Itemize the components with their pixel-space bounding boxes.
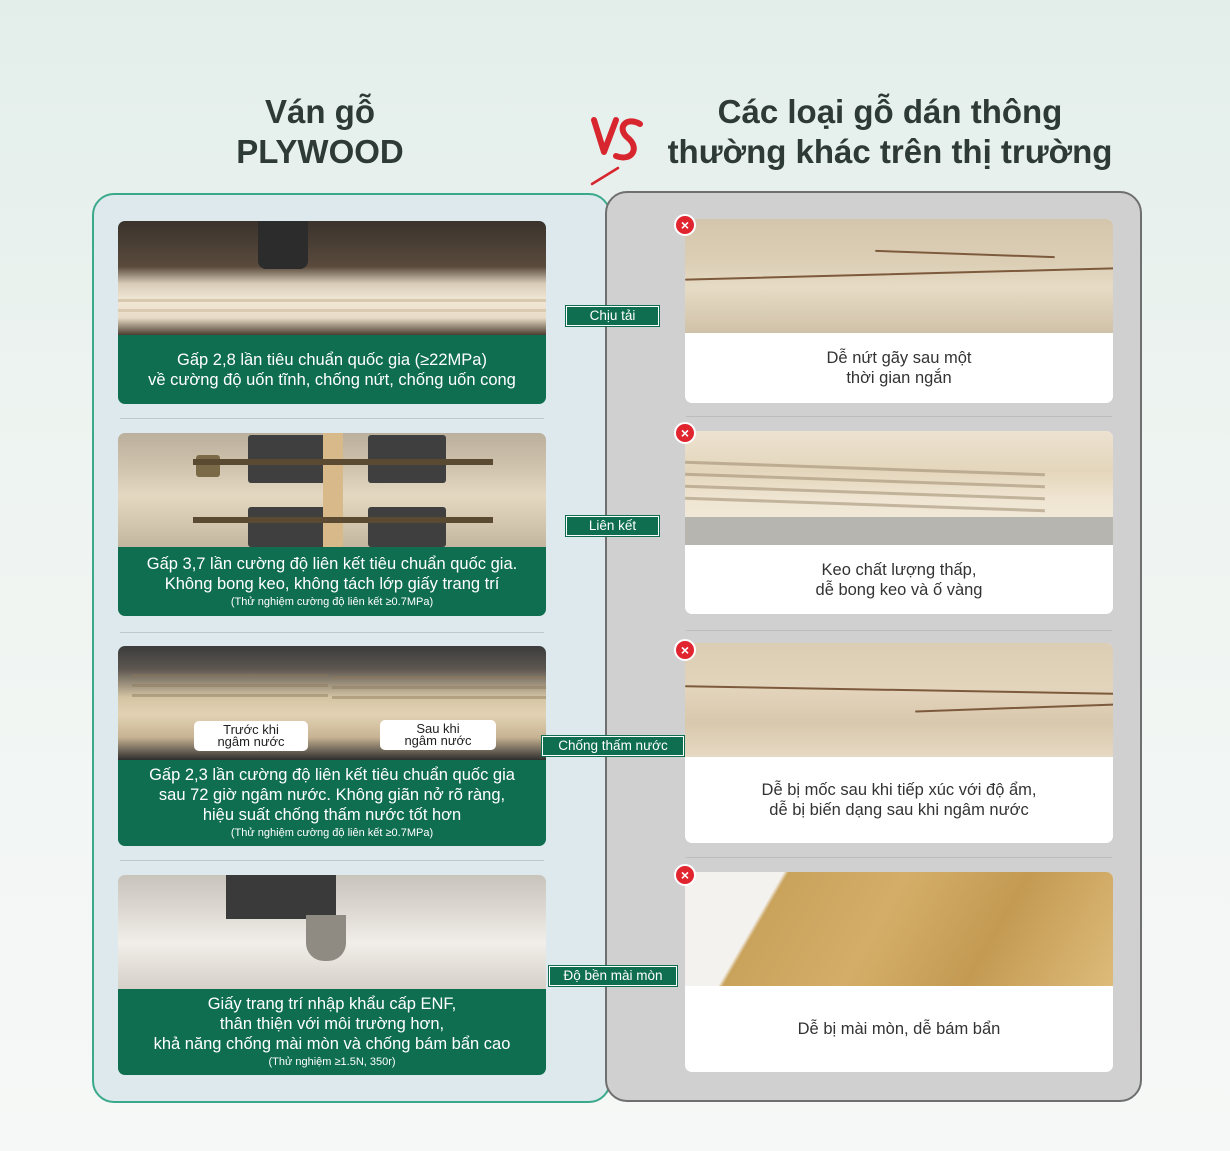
cross-icon: × xyxy=(674,864,696,886)
abrasion-test-image xyxy=(118,875,546,989)
other-card-load xyxy=(685,219,1113,403)
other-bond-line1: Keo chất lượng thấp, xyxy=(821,560,977,579)
plywood-wear-line2: thân thiện với môi trường hơn, xyxy=(219,1015,445,1033)
plywood-title xyxy=(180,92,460,172)
others-title-line2: thường khác trên thị trường xyxy=(667,133,1113,170)
cross-icon: × xyxy=(674,422,696,444)
category-water: Chống thấm nước xyxy=(542,736,684,756)
worn-wood-image xyxy=(685,872,1113,986)
plywood-bond-line2: Không bong keo, không tách lớp giấy trang trí xyxy=(164,574,500,593)
other-card-water xyxy=(685,643,1113,843)
plywood-water-line1: Gấp 2,3 lần cường độ liên kết tiêu chuẩn quốc gia xyxy=(149,766,515,784)
plywood-wear-note: (Thử nghiệm ≥1.5N, 350r) xyxy=(268,1056,396,1068)
plywood-card-load xyxy=(118,221,546,404)
plywood-load-line2: về cường độ uốn tĩnh, chống nứt, chống uốn cong xyxy=(148,370,516,389)
others-title xyxy=(660,92,1120,172)
before-soak-tag xyxy=(194,721,308,751)
plywood-card-bond xyxy=(118,433,546,616)
plywood-card-wear xyxy=(118,875,546,1075)
other-water-line1: Dễ bị mốc sau khi tiếp xúc với độ ẩm, xyxy=(761,781,1037,799)
other-load-line1: Dễ nứt gãy sau một xyxy=(826,349,972,367)
other-water-line2: dễ bị biến dạng sau khi ngâm nước xyxy=(769,801,1029,819)
other-card-bond xyxy=(685,431,1113,614)
cross-icon: × xyxy=(674,214,696,236)
divider xyxy=(120,632,544,633)
divider xyxy=(120,860,544,861)
category-wear: Độ bền mài mòn xyxy=(549,966,677,986)
plywood-water-line2: sau 72 giờ ngâm nước. Không giãn nở rõ ràng, xyxy=(158,786,506,804)
plywood-water-note: (Thử nghiệm cường độ liên kết ≥0.7MPa) xyxy=(230,827,434,839)
plywood-bond-line1: Gấp 3,7 lần cường độ liên kết tiêu chuẩn quốc gia. xyxy=(146,554,518,573)
after-soak-line2: ngâm nước xyxy=(404,733,472,748)
after-soak-tag xyxy=(380,720,496,750)
bond-test-image xyxy=(118,433,546,547)
moldy-wood-image xyxy=(685,643,1113,757)
divider xyxy=(686,630,1112,631)
bending-test-image xyxy=(118,221,546,335)
plywood-wear-line3: khả năng chống mài mòn và chống bám bẩn cao xyxy=(153,1035,511,1053)
other-load-line2: thời gian ngắn xyxy=(846,369,952,387)
delaminated-wood-image xyxy=(685,431,1113,545)
before-soak-line1: Trước khi xyxy=(223,722,279,737)
category-load: Chịu tải xyxy=(566,306,659,326)
plywood-load-line1: Gấp 2,8 lần tiêu chuẩn quốc gia (≥22MPa) xyxy=(177,350,487,369)
before-soak-line2: ngâm nước xyxy=(217,734,285,749)
other-wear-line1: Dễ bị mài mòn, dễ bám bẩn xyxy=(797,1020,1001,1038)
others-title-line1: Các loại gỗ dán thông xyxy=(717,93,1063,130)
vs-logo xyxy=(590,110,650,190)
soak-test-image xyxy=(118,646,546,760)
plywood-wear-line1: Giấy trang trí nhập khẩu cấp ENF, xyxy=(207,995,457,1013)
plywood-bond-note: (Thử nghiệm cường độ liên kết ≥0.7MPa) xyxy=(230,595,434,608)
plywood-title-line2: PLYWOOD xyxy=(236,133,404,170)
other-card-wear xyxy=(685,872,1113,1072)
divider xyxy=(686,857,1112,858)
plywood-card-water xyxy=(118,646,546,846)
other-bond-line2: dễ bong keo và ố vàng xyxy=(815,580,983,599)
cracked-wood-image xyxy=(685,219,1113,333)
divider xyxy=(120,418,544,419)
divider xyxy=(686,416,1112,417)
cross-icon: × xyxy=(674,639,696,661)
plywood-title-line1: Ván gỗ xyxy=(264,93,375,130)
plywood-water-line3: hiệu suất chống thấm nước tốt hơn xyxy=(202,806,462,824)
category-bond: Liên kết xyxy=(566,516,659,536)
after-soak-line1: Sau khi xyxy=(416,721,460,736)
